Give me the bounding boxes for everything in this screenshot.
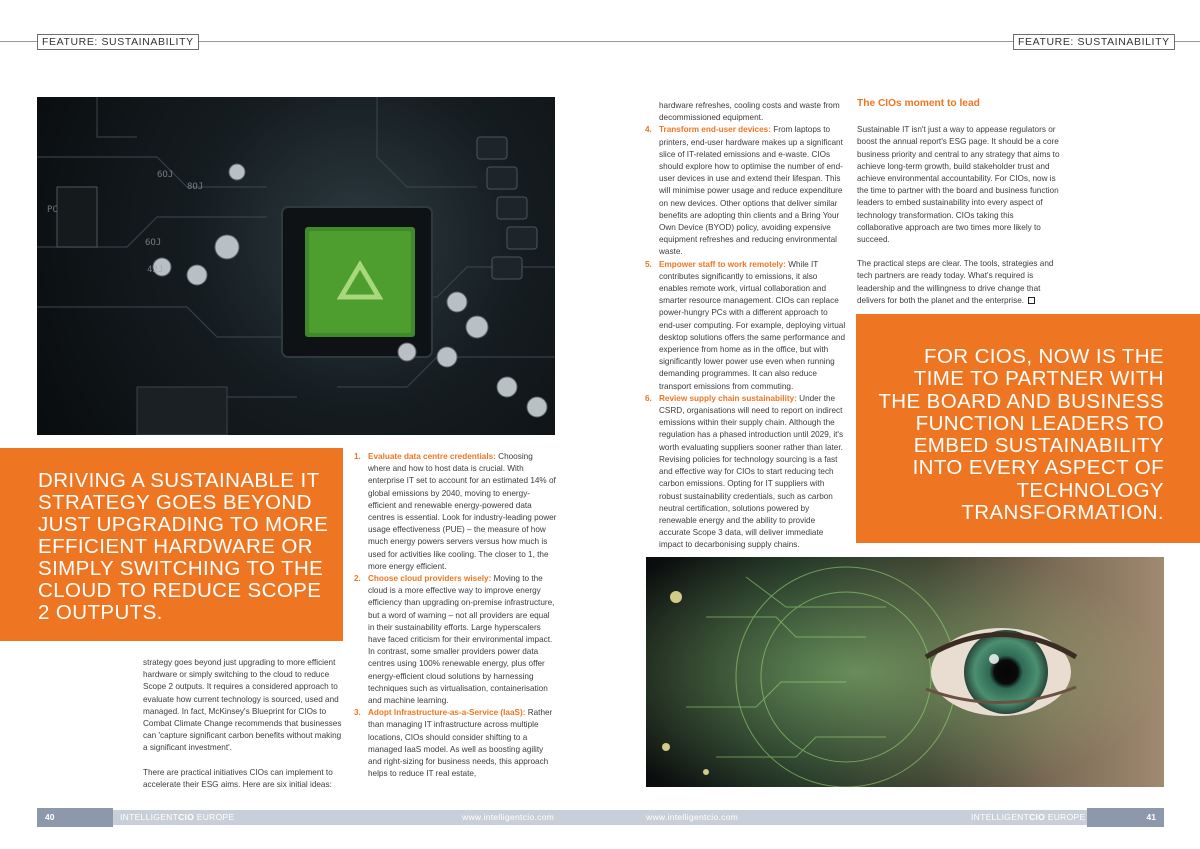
step-item bbox=[352, 573, 557, 707]
pull-quote-right: FOR CIOS, NOW IS THE TIME TO PARTNER WITH THE BOARD AND BUSINESS FUNCTION LEADERS TO EMBED SUSTAINABILITY INTO EVERY ASPECT OF TECHNOLOGY TRANSFORMATION. bbox=[856, 314, 1200, 543]
right-column bbox=[857, 98, 1060, 319]
brand-suffix: EUROPE bbox=[1045, 812, 1086, 822]
right-paragraph-2 bbox=[857, 258, 1060, 307]
circuit-board-illustration bbox=[37, 97, 555, 435]
footer-url-right[interactable]: www.intelligentcio.com bbox=[646, 812, 739, 822]
right-column-heading: The CIOs moment to lead bbox=[857, 98, 980, 109]
section-label-left: FEATURE: SUSTAINABILITY bbox=[37, 34, 199, 50]
step-3-continuation: hardware refreshes, cooling costs and waste from decommissioned equipment. bbox=[659, 101, 840, 123]
svg-text:8OJ: 8OJ bbox=[187, 182, 204, 192]
step-number: 2. bbox=[354, 574, 361, 584]
section-label-right: FEATURE: SUSTAINABILITY bbox=[1013, 34, 1175, 50]
step-item bbox=[352, 451, 557, 573]
step-heading: Evaluate data centre credentials: bbox=[368, 452, 496, 461]
footer-url-left[interactable]: www.intelligentcio.com bbox=[462, 812, 555, 822]
svg-text:PC: PC bbox=[47, 205, 58, 215]
svg-text:42J: 42J bbox=[147, 265, 164, 275]
step-heading: Choose cloud providers wisely: bbox=[368, 574, 492, 584]
step-heading: Transform end-user devices: bbox=[659, 125, 771, 135]
step-heading: Empower staff to work remotely: bbox=[659, 259, 786, 269]
right-paragraph-2-text: The practical steps are clear. The tools, strategies and tech partners are ready today. What's required is leadership and the willingness to drive change that delivers for both the planet and the enterprise. bbox=[857, 259, 1054, 305]
step-text: While IT contributes significantly to emissions, it also enables remote work, virtual collaboration and smarter resource management. CIOs can replace power-hungry PCs with a different approach to end-user computing. For example, deploying virtual desktop solutions offers the same performance and experience from home as in the office, but with significantly lower power use even when running demanding programmes. It can also reduce transport emissions from commuting. bbox=[659, 259, 846, 391]
svg-text:6OJ: 6OJ bbox=[145, 238, 162, 248]
end-of-article-icon bbox=[1028, 297, 1035, 304]
step-number: 3. bbox=[354, 708, 361, 718]
svg-text:6OJ: 6OJ bbox=[157, 170, 174, 180]
step-text: Moving to the cloud is a more effective way to improve energy efficiency than upgrading on-premise infrastructure, but a word of warning – not all providers are equal in their sustainability efforts. Large hyperscalers have faced criticism for their environmental impact. In contrast, some smaller providers power data centres using 100% renewable energy, plus offer energy-efficient cloud solutions by harnessing techniques such as virtualisation, containerisation and machine learning. bbox=[368, 574, 555, 706]
step-text: Under the CSRD, organisations will need to report on indirect emissions within their supply chain. Although the regulation has a phased introduction until 2029, it's worth evaluating suppliers sooner rather than later. Revising policies for technology sourcing is a fast and effective way for CIOs to start reducing tech carbon emissions. Opting for IT suppliers with robust sustainability credentials, such as carbon neutral certification, solutions powered by renewable energy and the ability to provide accurate Scope 3 data, will deliver immediate impact to decarbonising supply chains. bbox=[659, 393, 844, 550]
step-number: 1. bbox=[354, 452, 361, 461]
step-item bbox=[643, 124, 846, 258]
step-text: Choosing where and how to host data is crucial. With enterprise IT set to account for an estimated 14% of global emissions by 2040, moving to energy-efficient and renewable energy-powered data centres is essential. Look for industry-leading power usage effectiveness (PUE) – the measure of how much energy powers servers versus how much is used for activities like cooling. The closer to 1, the more energy efficient. bbox=[368, 452, 557, 571]
left-paragraph-2: There are practical initiatives CIOs can implement to accelerate their ESG aims. Here are six initial ideas: bbox=[143, 767, 333, 789]
footer-brand-right bbox=[971, 811, 1085, 824]
brand-prefix: INTELLIGENT bbox=[120, 812, 179, 822]
step-number: 4. bbox=[645, 125, 652, 135]
eye-photo bbox=[646, 557, 1164, 787]
pull-quote-left: DRIVING A SUSTAINABLE IT STRATEGY GOES BEYOND JUST UPGRADING TO MORE EFFICIENT HARDWARE OR SIMPLY SWITCHING TO THE CLOUD TO REDUCE SCOPE 2 OUTPUTS. bbox=[0, 448, 343, 641]
left-paragraph-1: strategy goes beyond just upgrading to more efficient hardware or simply switching to the cloud to reduce Scope 2 outputs. It requires a considered approach to evaluate how current technology is sourced, used and managed. In fact, McKinsey's Blueprint for CIOs to Combat Climate Change recommends that businesses can 'capture significant carbon benefits without making a significant investment'. bbox=[143, 658, 342, 753]
brand-prefix: INTELLIGENT bbox=[971, 812, 1030, 822]
step-item bbox=[643, 259, 846, 393]
step-heading: Review supply chain sustainability: bbox=[659, 393, 797, 403]
brand-suffix: EUROPE bbox=[194, 812, 235, 822]
step-text: From laptops to printers, end-user hardware makes up a significant slice of IT-related emissions and e-waste. CIOs should explore how to optimise the number of end-user devices in use and extend their lifespan. This will minimise power usage and reduce expenditure on new devices. Other options that deliver similar benefits are adopting thin clients and a Bring Your Own Device (BYOD) policy, avoiding expensive equipment refreshes and reducing environmental waste. bbox=[659, 125, 843, 257]
page-number-right: 41 bbox=[1087, 808, 1164, 827]
step-number: 5. bbox=[645, 259, 652, 269]
step-text: Rather than managing IT infrastructure across multiple locations, CIOs should consider shifting to a managed IaaS model. As well as boosting agility and right-sizing for business needs, this approach helps to reduce IT real estate, bbox=[368, 708, 553, 779]
right-paragraph-1: Sustainable IT isn't just a way to appease regulators or boost the annual report's ESG page. It should be a core business priority and central to any strategy that aims to achieve long-term growth, build stakeholder trust and achieve environmental accountability. For CIOs, now is the time to partner with the board and business function leaders to embed sustainability into every aspect of technology transformation. CIOs taking this collaborative approach are two times more likely to succeed. bbox=[857, 125, 1060, 245]
brand-bold: CIO bbox=[178, 812, 195, 822]
chip-photo bbox=[37, 97, 555, 435]
page-number-left: 40 bbox=[37, 808, 113, 827]
footer-brand-left bbox=[120, 811, 234, 824]
left-column bbox=[143, 657, 343, 803]
step-heading: Adopt Infrastructure-as-a-Service (IaaS): bbox=[368, 708, 526, 718]
step-item bbox=[352, 707, 557, 780]
eye-illustration bbox=[646, 557, 1164, 787]
brand-bold: CIO bbox=[1029, 812, 1046, 822]
step-item bbox=[643, 393, 846, 552]
steps-column-2 bbox=[643, 100, 846, 552]
steps-column-1 bbox=[352, 451, 557, 780]
step-number: 6. bbox=[645, 393, 652, 403]
